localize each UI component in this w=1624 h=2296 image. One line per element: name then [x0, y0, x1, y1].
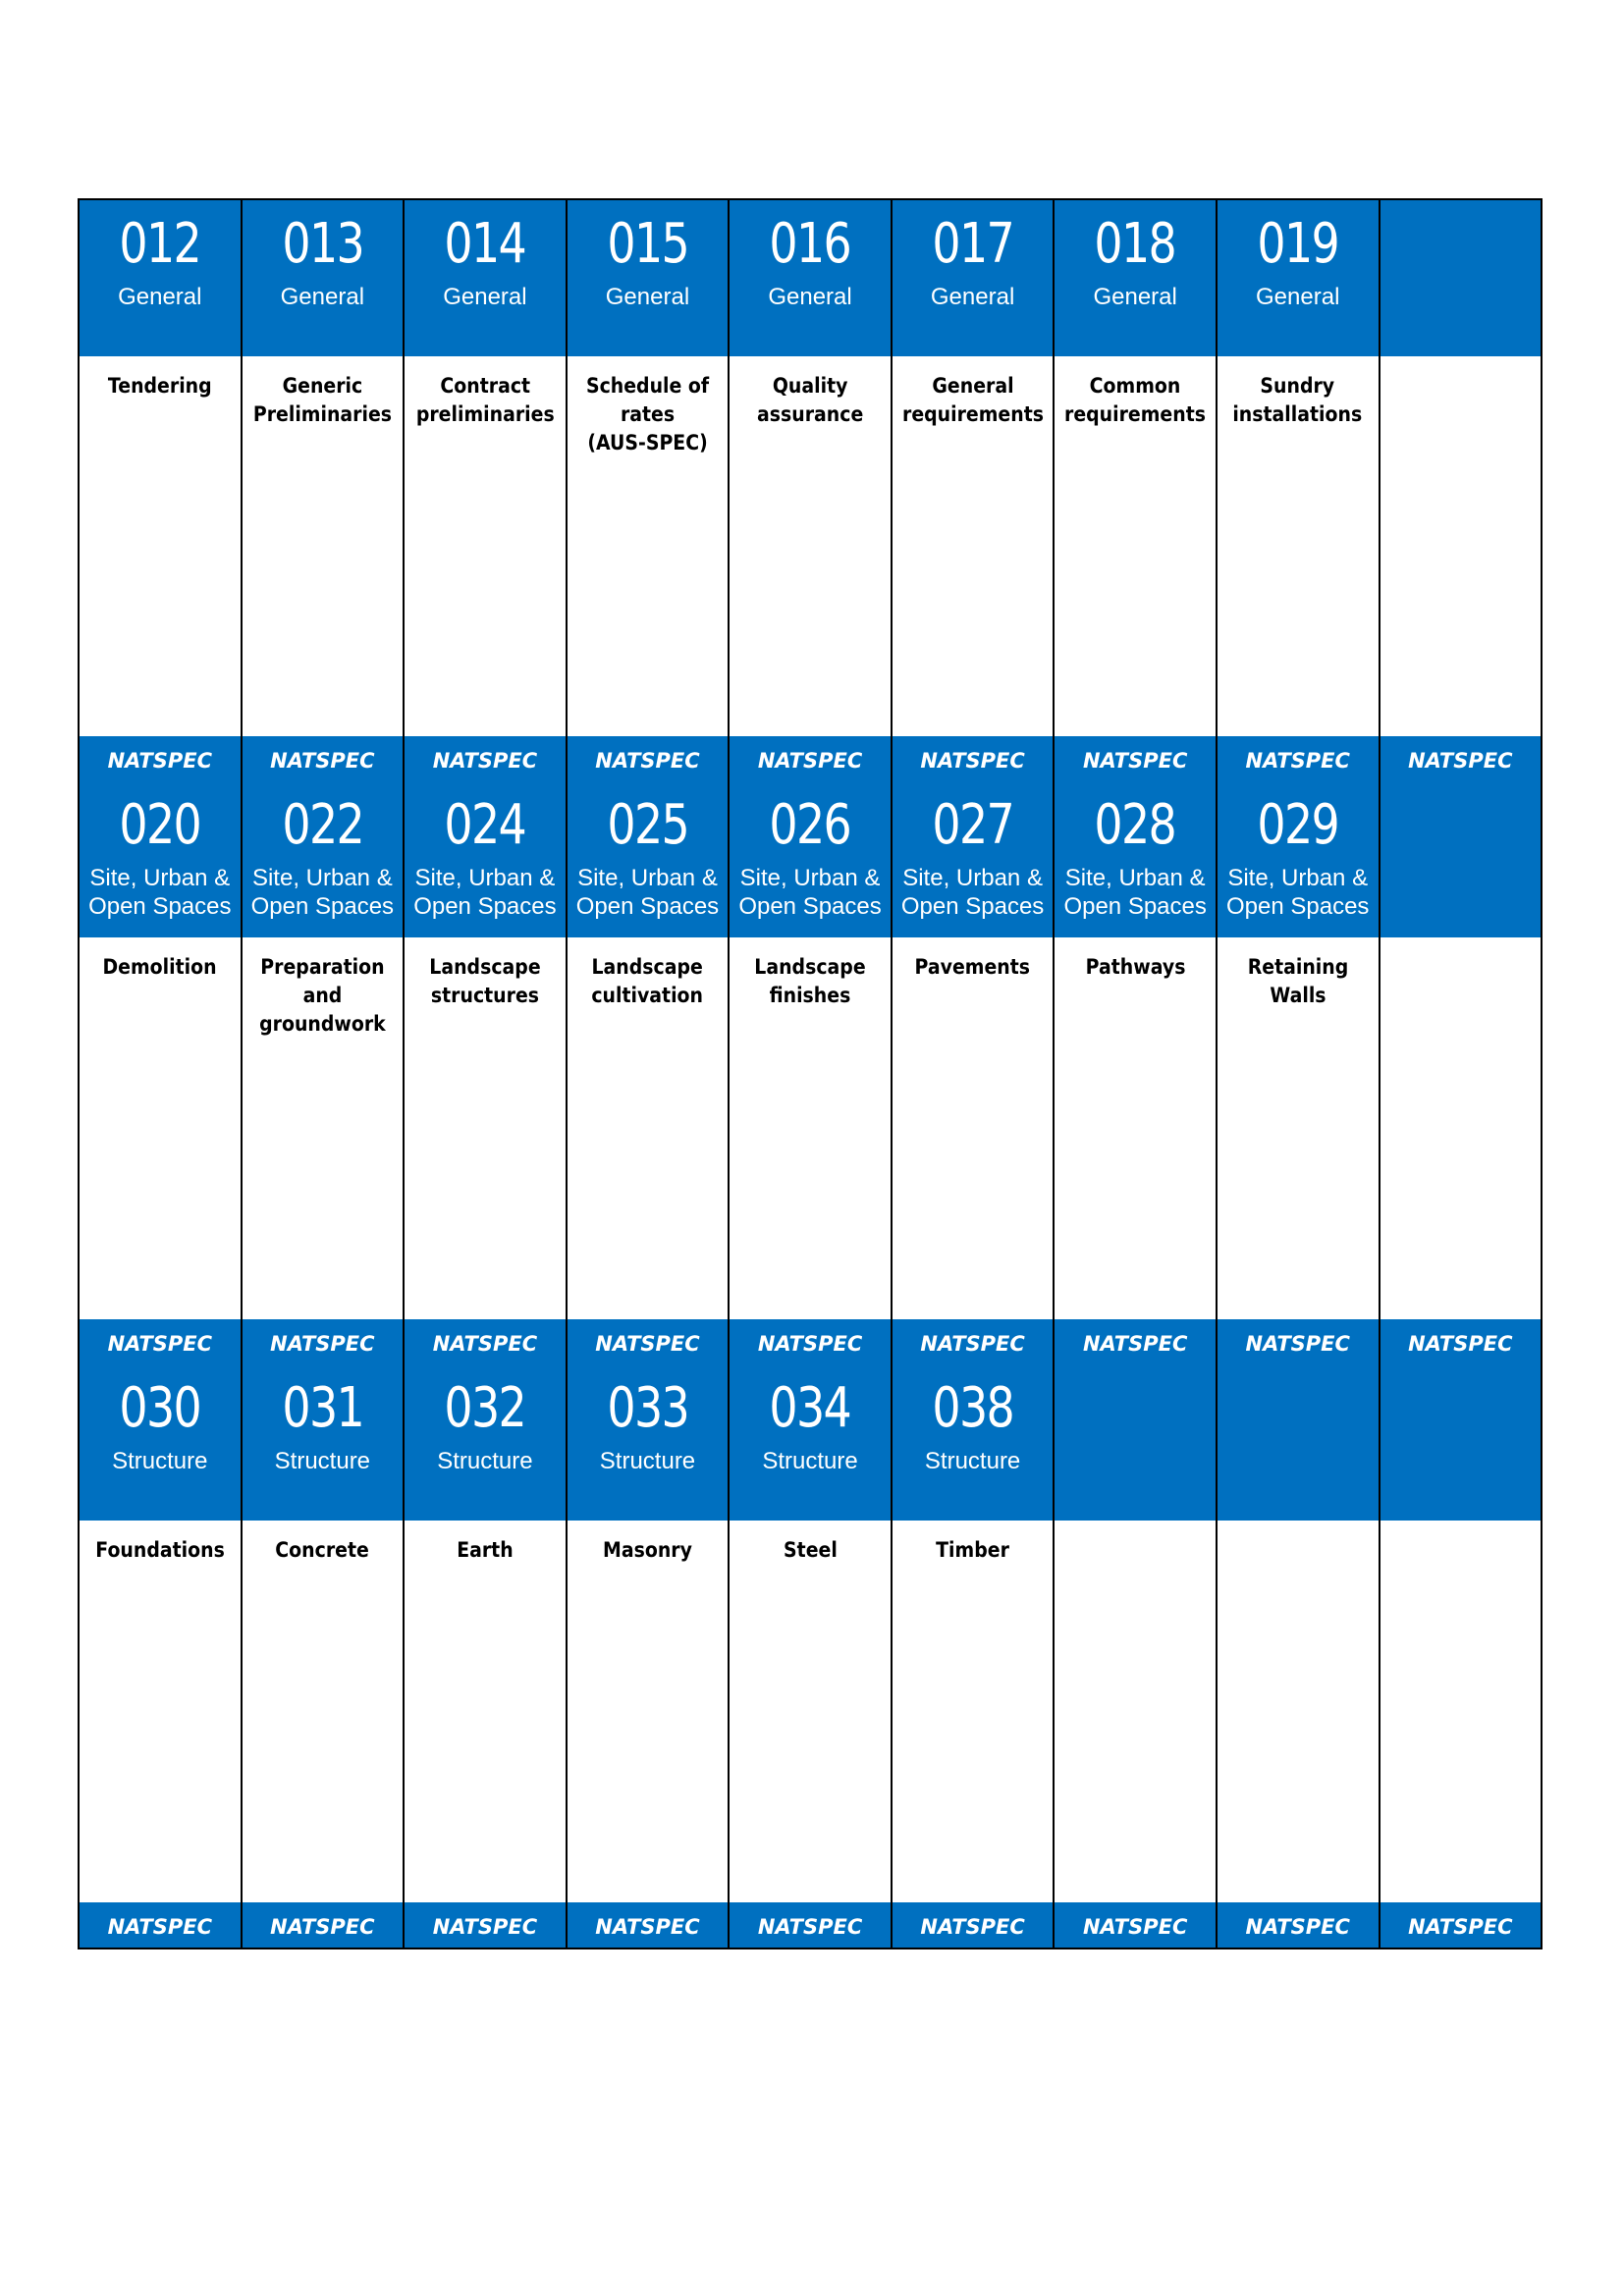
label-body: [1380, 1521, 1542, 1902]
section-code: 020: [119, 793, 201, 857]
natspec-logo: NATSPEC: [1245, 1915, 1350, 1939]
spine-label: [566, 200, 729, 781]
section-code: 038: [932, 1376, 1013, 1440]
section-title: Masonry: [603, 1538, 692, 1562]
label-header: [1055, 781, 1216, 937]
section-code: 033: [607, 1376, 688, 1440]
label-body: [1380, 356, 1542, 736]
natspec-logo: NATSPEC: [107, 749, 212, 773]
natspec-logo: NATSPEC: [270, 749, 375, 773]
label-header: [893, 1364, 1054, 1521]
section-code: 025: [607, 793, 688, 857]
label-header: [730, 1364, 891, 1521]
natspec-logo: NATSPEC: [432, 1915, 538, 1939]
section-category: Site, Urban & Open Spaces: [738, 865, 882, 920]
section-code: 017: [932, 212, 1013, 276]
section-title: Schedule of rates (AUS-SPEC): [585, 374, 710, 454]
spine-label: [241, 781, 404, 1364]
spine-label: [728, 781, 891, 1364]
spine-label: [80, 200, 241, 781]
label-body: [1380, 937, 1542, 1319]
label-footer: [1380, 1902, 1542, 1948]
label-body: [568, 356, 729, 736]
label-body: [730, 356, 891, 736]
label-body: [893, 1521, 1054, 1902]
label-header: [1218, 781, 1379, 937]
label-header: [1055, 1364, 1216, 1521]
label-header: [893, 781, 1054, 937]
label-header: [243, 1364, 404, 1521]
label-footer: [1218, 736, 1379, 781]
spine-label-blank: [1379, 1364, 1542, 1948]
section-title: Landscape finishes: [754, 955, 866, 1007]
section-code: 022: [281, 793, 363, 857]
natspec-logo: NATSPEC: [1408, 1332, 1513, 1356]
section-code: 015: [607, 212, 688, 276]
label-body: [1218, 1521, 1379, 1902]
section-category: General: [443, 284, 527, 310]
label-header: [80, 200, 241, 356]
natspec-logo: NATSPEC: [1408, 749, 1513, 773]
spine-label: [728, 1364, 891, 1948]
label-header: [730, 200, 891, 356]
section-category: Site, Urban & Open Spaces: [1226, 865, 1370, 920]
label-footer: [1055, 1902, 1216, 1948]
spine-label: [728, 200, 891, 781]
section-category: Site, Urban & Open Spaces: [88, 865, 232, 920]
spine-label: [891, 200, 1054, 781]
section-title: Quality assurance: [756, 374, 864, 426]
label-body: [1055, 937, 1216, 1319]
section-title: Timber: [936, 1538, 1009, 1562]
natspec-logo: NATSPEC: [270, 1915, 375, 1939]
spine-label: [80, 781, 241, 1364]
natspec-logo: NATSPEC: [1245, 749, 1350, 773]
label-body: [405, 937, 566, 1319]
spine-label: [1216, 781, 1379, 1364]
section-category: Site, Urban & Open Spaces: [250, 865, 395, 920]
section-category: General: [1256, 284, 1340, 310]
section-code: 016: [769, 212, 851, 276]
label-header: [1055, 200, 1216, 356]
label-header: [405, 781, 566, 937]
spine-label: [566, 1364, 729, 1948]
label-footer: [730, 1319, 891, 1364]
label-header: [243, 781, 404, 937]
section-title: Pathways: [1085, 955, 1186, 979]
spine-label: [1216, 200, 1379, 781]
spine-label: [241, 1364, 404, 1948]
section-category: General: [118, 284, 202, 310]
natspec-logo: NATSPEC: [1245, 1332, 1350, 1356]
section-code: 014: [444, 212, 526, 276]
spine-label: [80, 1364, 241, 1948]
natspec-logo: NATSPEC: [1408, 1915, 1513, 1939]
spine-label: [403, 200, 566, 781]
label-footer: [243, 1319, 404, 1364]
label-header: [1380, 200, 1542, 356]
natspec-logo: NATSPEC: [920, 1332, 1025, 1356]
label-footer: [1380, 1319, 1542, 1364]
section-category: Structure: [437, 1448, 533, 1474]
section-category: Structure: [762, 1448, 858, 1474]
section-title: Landscape cultivation: [591, 955, 704, 1007]
label-body: [243, 1521, 404, 1902]
label-footer: [405, 1319, 566, 1364]
label-header: [243, 200, 404, 356]
section-code: 013: [281, 212, 363, 276]
label-body: [243, 356, 404, 736]
label-header: [730, 781, 891, 937]
label-footer: [80, 736, 241, 781]
label-header: [893, 200, 1054, 356]
label-body: [730, 937, 891, 1319]
label-footer: [1380, 736, 1542, 781]
label-row-structure: [80, 1364, 1541, 1948]
section-title: Earth: [457, 1538, 514, 1562]
section-code: 027: [932, 793, 1013, 857]
section-code: 026: [769, 793, 851, 857]
section-code: 034: [769, 1376, 851, 1440]
label-body: [405, 1521, 566, 1902]
label-row-general: [80, 200, 1541, 781]
label-body: [80, 356, 241, 736]
section-code: 028: [1094, 793, 1176, 857]
section-title: General requirements: [901, 374, 1044, 426]
label-footer: [893, 1902, 1054, 1948]
section-category: Structure: [274, 1448, 371, 1474]
section-title: Demolition: [102, 955, 217, 979]
natspec-logo: NATSPEC: [920, 749, 1025, 773]
natspec-logo: NATSPEC: [595, 1332, 700, 1356]
label-footer: [243, 736, 404, 781]
section-category: General: [1093, 284, 1177, 310]
label-body: [1055, 1521, 1216, 1902]
section-code: 031: [281, 1376, 363, 1440]
label-footer: [730, 736, 891, 781]
label-body: [80, 1521, 241, 1902]
spine-label: [891, 1364, 1054, 1948]
label-body: [405, 356, 566, 736]
section-code: 018: [1094, 212, 1176, 276]
section-title: Contract preliminaries: [415, 374, 555, 426]
spine-label-blank: [1379, 781, 1542, 1364]
label-footer: [80, 1902, 241, 1948]
section-category: Structure: [924, 1448, 1021, 1474]
label-footer: [1055, 1319, 1216, 1364]
section-category: Site, Urban & Open Spaces: [413, 865, 557, 920]
natspec-logo: NATSPEC: [107, 1915, 212, 1939]
section-title: Common requirements: [1064, 374, 1207, 426]
natspec-logo: NATSPEC: [757, 749, 863, 773]
label-footer: [405, 736, 566, 781]
label-header: [80, 781, 241, 937]
label-footer: [568, 1319, 729, 1364]
section-code: 029: [1257, 793, 1339, 857]
section-title: Preparation and groundwork: [259, 955, 386, 1036]
spine-label: [403, 1364, 566, 1948]
section-category: General: [930, 284, 1015, 310]
natspec-logo: NATSPEC: [1082, 1332, 1188, 1356]
section-category: General: [280, 284, 365, 310]
label-body: [243, 937, 404, 1319]
label-body: [893, 937, 1054, 1319]
section-title: Concrete: [275, 1538, 370, 1562]
spine-label: [1053, 781, 1216, 1364]
label-body: [893, 356, 1054, 736]
section-title: Tendering: [107, 374, 212, 398]
natspec-logo: NATSPEC: [107, 1332, 212, 1356]
natspec-logo: NATSPEC: [757, 1332, 863, 1356]
section-title: Sundry installations: [1232, 374, 1363, 426]
section-title: Retaining Walls: [1247, 955, 1348, 1007]
natspec-logo: NATSPEC: [595, 1915, 700, 1939]
label-header: [1218, 200, 1379, 356]
section-code: 019: [1257, 212, 1339, 276]
natspec-logo: NATSPEC: [1082, 749, 1188, 773]
label-footer: [893, 1319, 1054, 1364]
spine-label-blank: [1053, 1364, 1216, 1948]
section-category: Structure: [599, 1448, 696, 1474]
label-footer: [80, 1319, 241, 1364]
section-code: 032: [444, 1376, 526, 1440]
section-category: General: [768, 284, 852, 310]
natspec-logo: NATSPEC: [595, 749, 700, 773]
section-code: 024: [444, 793, 526, 857]
label-header: [568, 781, 729, 937]
label-header: [405, 200, 566, 356]
label-footer: [568, 736, 729, 781]
natspec-logo: NATSPEC: [432, 749, 538, 773]
spine-label-sheet: [78, 198, 1543, 1949]
spine-label: [891, 781, 1054, 1364]
natspec-logo: NATSPEC: [1082, 1915, 1188, 1939]
label-footer: [405, 1902, 566, 1948]
spine-label: [403, 781, 566, 1364]
section-title: Pavements: [914, 955, 1031, 979]
label-header: [568, 1364, 729, 1521]
spine-label-blank: [1379, 200, 1542, 781]
spine-label: [1053, 200, 1216, 781]
label-body: [568, 1521, 729, 1902]
section-category: Structure: [112, 1448, 208, 1474]
label-header: [1218, 1364, 1379, 1521]
label-footer: [893, 736, 1054, 781]
label-footer: [568, 1902, 729, 1948]
label-header: [80, 1364, 241, 1521]
label-footer: [1218, 1902, 1379, 1948]
section-category: Site, Urban & Open Spaces: [575, 865, 720, 920]
section-title: Steel: [783, 1538, 838, 1562]
section-code: 012: [119, 212, 201, 276]
natspec-logo: NATSPEC: [920, 1915, 1025, 1939]
label-footer: [1055, 736, 1216, 781]
label-header: [1380, 781, 1542, 937]
section-title: Generic Preliminaries: [252, 374, 392, 426]
label-body: [1218, 937, 1379, 1319]
natspec-logo: NATSPEC: [270, 1332, 375, 1356]
spine-label: [566, 781, 729, 1364]
label-body: [568, 937, 729, 1319]
natspec-logo: NATSPEC: [432, 1332, 538, 1356]
spine-label-blank: [1216, 1364, 1379, 1948]
label-footer: [730, 1902, 891, 1948]
label-body: [1055, 356, 1216, 736]
label-body: [80, 937, 241, 1319]
section-title: Foundations: [95, 1538, 225, 1562]
section-category: Site, Urban & Open Spaces: [1063, 865, 1207, 920]
section-category: General: [605, 284, 690, 310]
label-footer: [243, 1902, 404, 1948]
label-header: [1380, 1364, 1542, 1521]
label-row-site-urban: [80, 781, 1541, 1364]
label-header: [568, 200, 729, 356]
label-body: [1218, 356, 1379, 736]
label-header: [405, 1364, 566, 1521]
label-footer: [1218, 1319, 1379, 1364]
label-body: [730, 1521, 891, 1902]
spine-label: [241, 200, 404, 781]
section-category: Site, Urban & Open Spaces: [900, 865, 1045, 920]
section-title: Landscape structures: [429, 955, 541, 1007]
section-code: 030: [119, 1376, 201, 1440]
natspec-logo: NATSPEC: [757, 1915, 863, 1939]
